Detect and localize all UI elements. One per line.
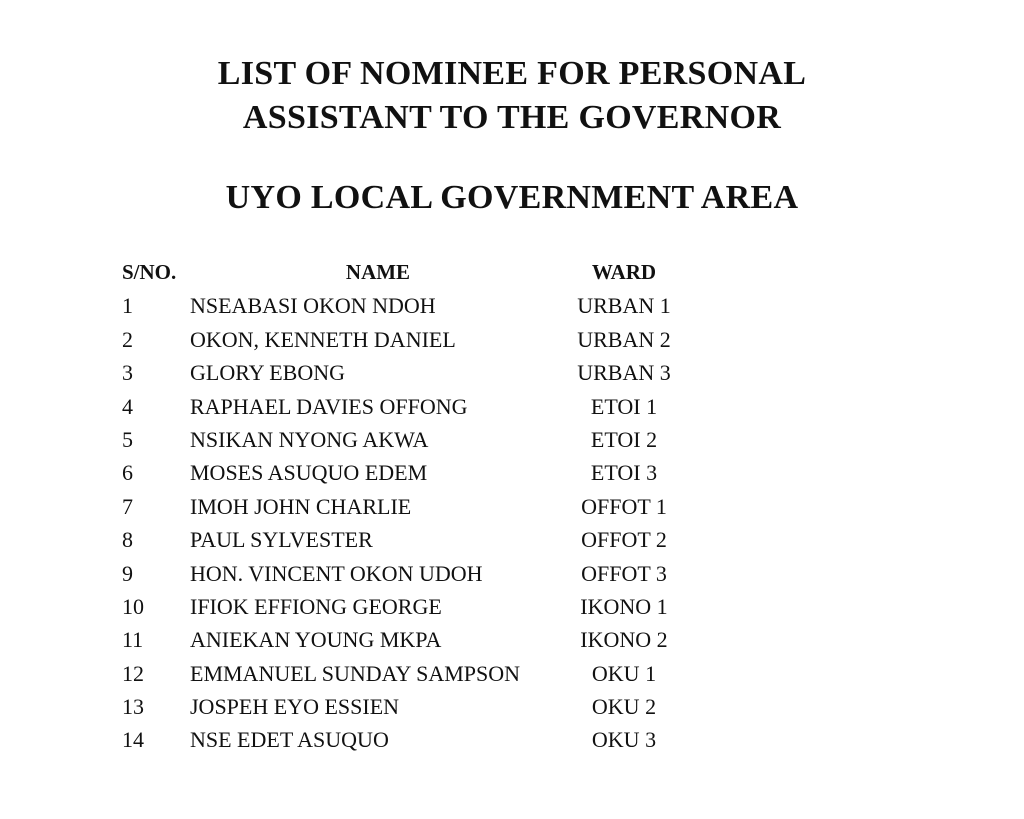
row-ward: OKU 2	[591, 694, 657, 720]
nominee-table	[122, 256, 722, 757]
row-ward: OFFOT 3	[581, 560, 667, 586]
row-sn: 4	[122, 393, 133, 419]
table-row	[122, 390, 722, 423]
title-line-2: ASSISTANT TO THE GOVERNOR	[242, 99, 782, 136]
row-ward: OFFOT 2	[581, 527, 667, 553]
table-row	[122, 423, 722, 456]
row-sn: 2	[122, 326, 133, 352]
document-subtitle: UYO LOCAL GOVERNMENT AREA	[225, 179, 799, 216]
table-body	[122, 289, 722, 756]
row-sn: 11	[122, 627, 144, 653]
row-name: GLORY EBONG	[190, 360, 346, 386]
document-title	[0, 52, 1024, 140]
row-name: PAUL SYLVESTER	[190, 527, 373, 553]
row-name: IFIOK EFFIONG GEORGE	[190, 593, 442, 619]
row-ward: OKU 3	[591, 727, 657, 753]
row-name: NSE EDET ASUQUO	[190, 727, 389, 753]
row-name: NSEABASI OKON NDOH	[190, 293, 436, 319]
row-ward: OFFOT 1	[581, 493, 667, 519]
row-name: ANIEKAN YOUNG MKPA	[190, 627, 442, 653]
row-sn: 12	[122, 660, 144, 686]
table-row	[122, 557, 722, 590]
table-row	[122, 490, 722, 523]
row-ward: ETOI 2	[590, 426, 658, 452]
table-header-row	[122, 256, 722, 289]
table-row	[122, 590, 722, 623]
table-row	[122, 356, 722, 389]
row-ward: ETOI 3	[590, 460, 658, 486]
table-row	[122, 323, 722, 356]
row-ward: ETOI 1	[590, 393, 658, 419]
title-line-1: LIST OF NOMINEE FOR PERSONAL	[217, 55, 807, 92]
row-ward: URBAN 1	[577, 293, 671, 319]
header-ward: WARD	[591, 260, 657, 284]
row-sn: 8	[122, 527, 133, 553]
row-sn: 7	[122, 493, 133, 519]
row-sn: 5	[122, 426, 133, 452]
header-name: NAME	[345, 260, 411, 284]
row-sn: 14	[122, 727, 144, 753]
row-name: RAPHAEL DAVIES OFFONG	[190, 393, 468, 419]
table-row	[122, 657, 722, 690]
row-name: EMMANUEL SUNDAY SAMPSON	[190, 660, 521, 686]
row-sn: 13	[122, 694, 144, 720]
row-sn: 6	[122, 460, 133, 486]
row-sn: 9	[122, 560, 133, 586]
table-row	[122, 690, 722, 723]
row-sn: 10	[122, 593, 144, 619]
table-row	[122, 523, 722, 556]
row-name: NSIKAN NYONG AKWA	[190, 426, 429, 452]
row-ward: IKONO 1	[580, 593, 668, 619]
row-ward: OKU 1	[591, 660, 657, 686]
row-sn: 1	[122, 293, 133, 319]
row-name: MOSES ASUQUO EDEM	[190, 460, 428, 486]
row-name: OKON, KENNETH DANIEL	[190, 326, 456, 352]
table-row	[122, 289, 722, 322]
table-row	[122, 723, 722, 756]
row-ward: URBAN 3	[577, 360, 671, 386]
row-name: IMOH JOHN CHARLIE	[190, 493, 412, 519]
row-sn: 3	[122, 360, 133, 386]
row-ward: IKONO 2	[580, 627, 668, 653]
table-row	[122, 623, 722, 656]
header-sn: S/NO.	[122, 260, 177, 284]
row-name: HON. VINCENT OKON UDOH	[190, 560, 483, 586]
row-name: JOSPEH EYO ESSIEN	[190, 694, 400, 720]
table-row	[122, 456, 722, 489]
row-ward: URBAN 2	[577, 326, 671, 352]
